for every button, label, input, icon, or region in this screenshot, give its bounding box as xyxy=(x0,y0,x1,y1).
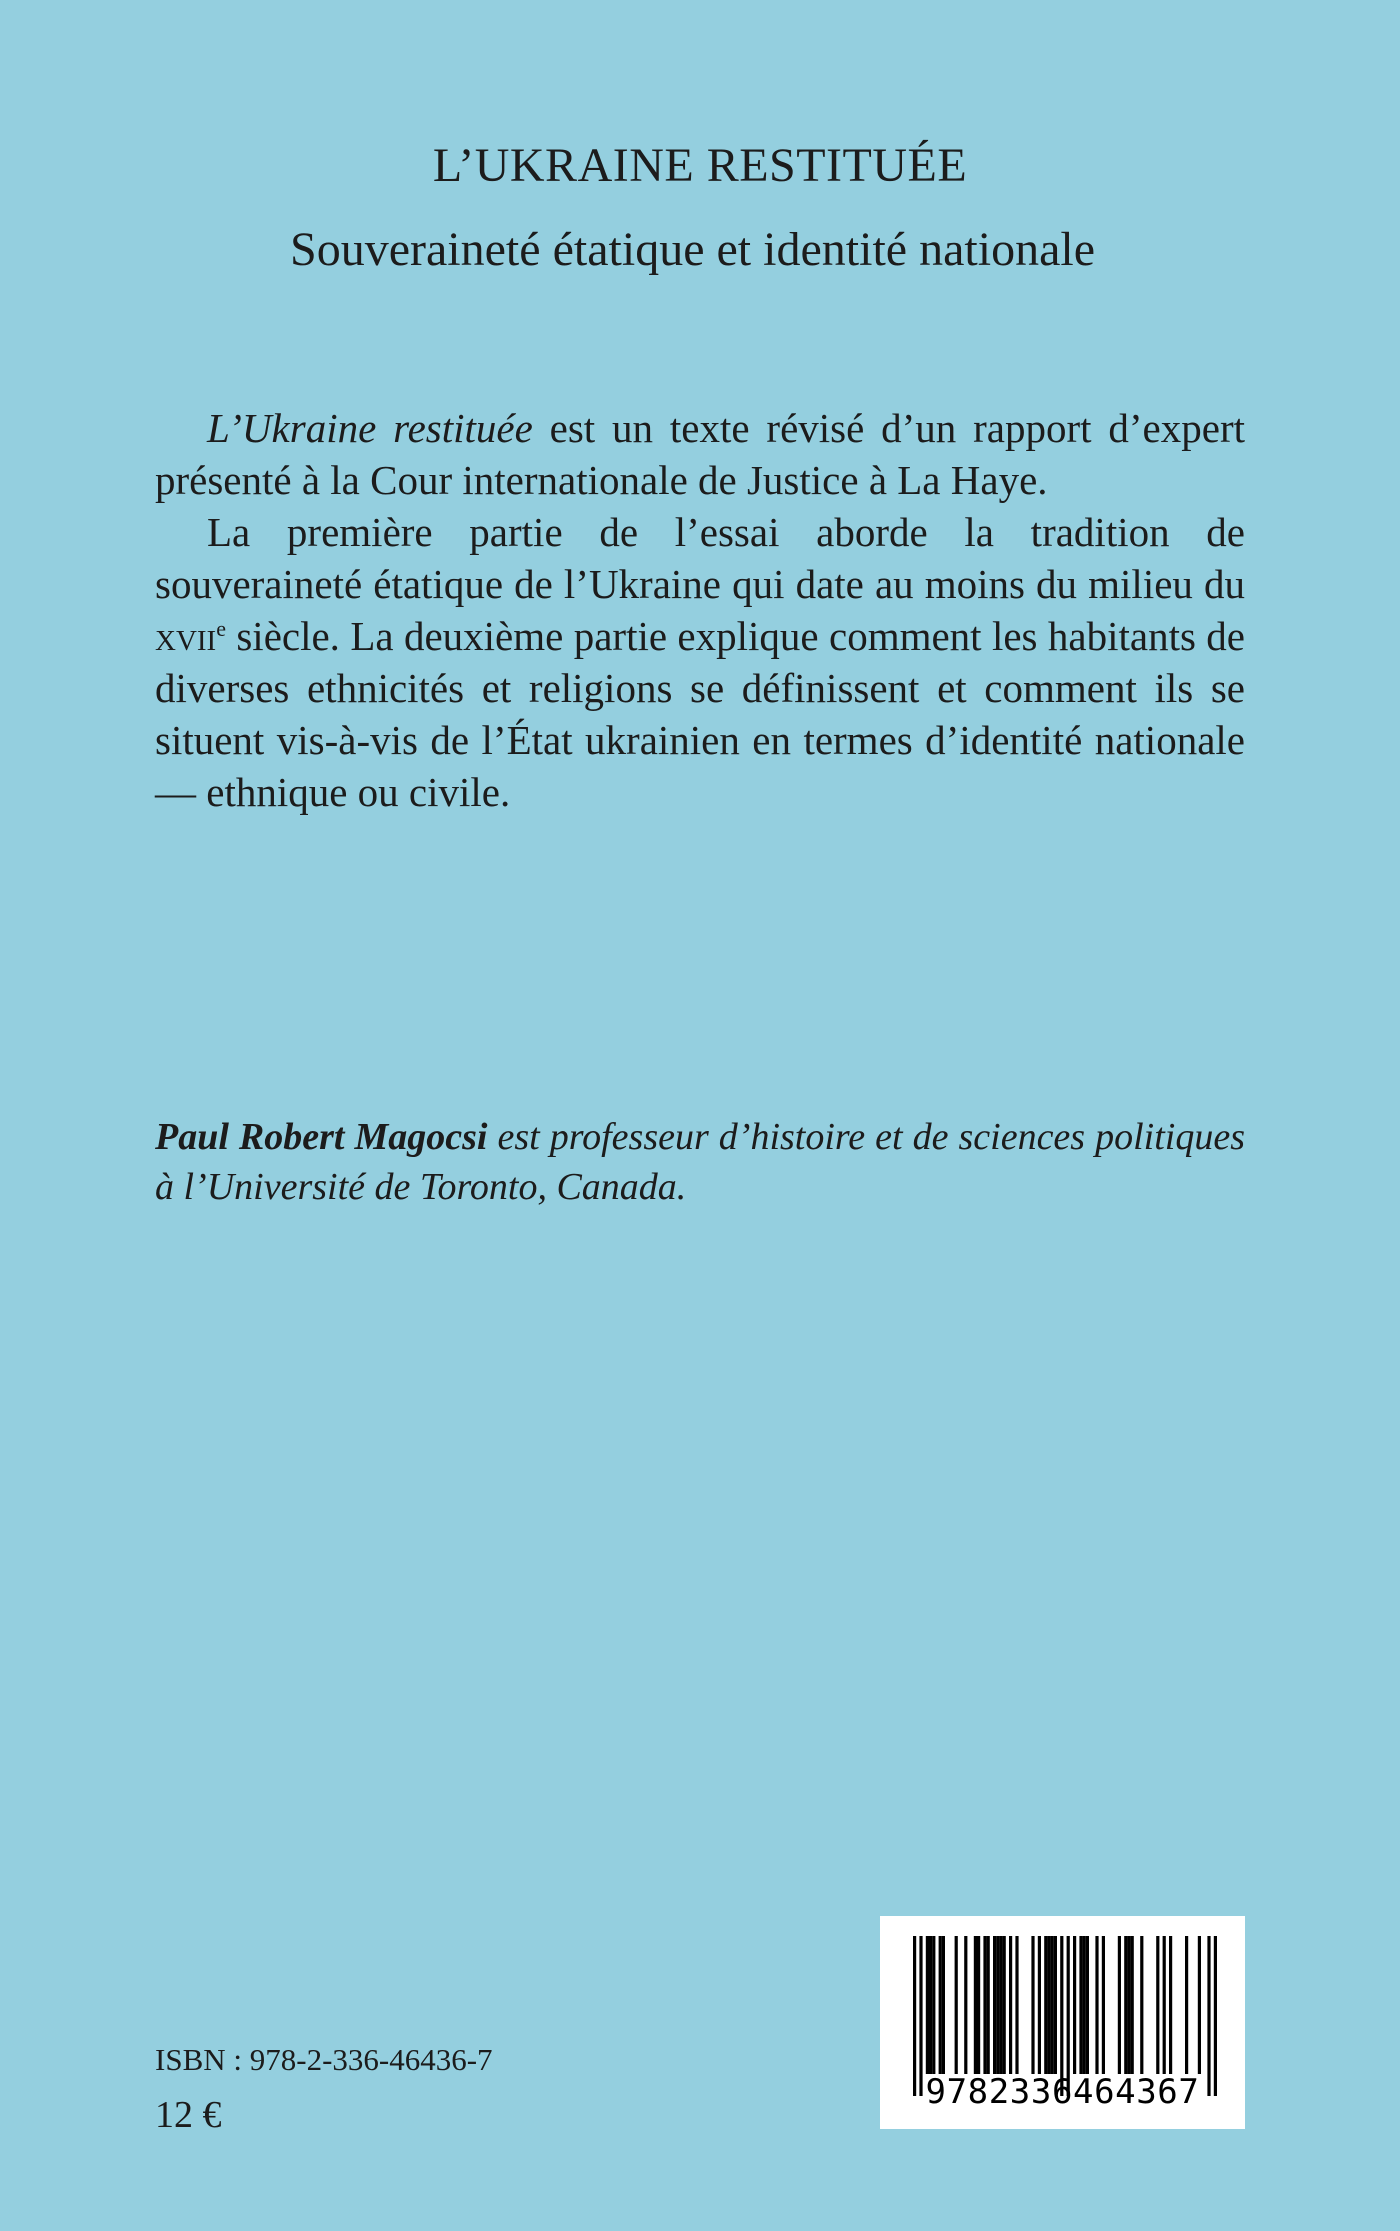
blurb-book-title: L’Ukraine restituée xyxy=(207,405,533,451)
barcode-bar xyxy=(942,1936,945,2074)
century-superscript: e xyxy=(216,616,226,641)
barcode-bar xyxy=(939,1936,942,2074)
price-label: 12 € xyxy=(155,2094,222,2136)
blurb-p2-text-a: La première partie de l’essai aborde la tradition de souveraineté étatique de l’Ukraine qui date au moins du milieu du xyxy=(155,509,1245,607)
barcode-bar xyxy=(932,1936,935,2074)
barcode-bar xyxy=(1003,1936,1006,2074)
barcode-bar xyxy=(1079,1936,1082,2074)
barcode-bar xyxy=(964,1936,967,2074)
barcode-bar xyxy=(1054,1936,1057,2074)
blurb-paragraph-1 xyxy=(155,402,1245,506)
blurb-p1-text: est un texte révisé d’un rapport d’expert présenté à la Cour internationale de Justice à La Haye. xyxy=(155,405,1245,503)
barcode-bar xyxy=(1038,1936,1041,2074)
barcode-bar xyxy=(1051,1936,1054,2074)
book-subtitle: Souveraineté étatique et identité nationale xyxy=(290,223,1096,276)
barcode-bar xyxy=(1044,1936,1047,2074)
barcode-bar xyxy=(974,1936,977,2074)
barcode-bar xyxy=(987,1936,990,2074)
barcode-bar xyxy=(1131,1936,1134,2074)
barcode-bar xyxy=(1198,1936,1201,2074)
isbn-label: ISBN : 978-2-336-46436-7 xyxy=(155,2042,493,2077)
barcode-bar xyxy=(955,1936,958,2074)
barcode-bar xyxy=(1083,1936,1086,2074)
barcode-bar xyxy=(1185,1936,1188,2074)
blurb-p2-text-b: siècle. La deuxième partie explique comment les habitants de diverses ethnicités et religions se définissent et comment ils se situent vis-à-vis de l’État ukrainien en termes d’identité nationale — ethnique ou civile. xyxy=(155,613,1245,815)
barcode-bar xyxy=(1086,1936,1089,2074)
barcode-bar xyxy=(1015,1936,1018,2074)
barcode-bar xyxy=(1127,1936,1130,2074)
barcode-bar xyxy=(1031,1936,1034,2074)
barcode-bar xyxy=(996,1936,999,2074)
blurb-paragraph-2 xyxy=(155,506,1245,818)
century-numeral: xvii xyxy=(155,613,217,659)
barcode-bar xyxy=(993,1936,996,2074)
barcode-bar xyxy=(1102,1936,1105,2074)
barcode xyxy=(880,1916,1245,2129)
barcode-bar xyxy=(1140,1936,1143,2074)
barcode-bar xyxy=(1156,1936,1159,2074)
barcode-bar xyxy=(999,1936,1002,2074)
barcode-digits: 9782336464367 xyxy=(925,2072,1200,2112)
barcode-bar xyxy=(1095,1936,1098,2074)
barcode-bar xyxy=(926,1936,929,2074)
barcode-bar xyxy=(929,1936,932,2074)
barcode-bar xyxy=(1073,1936,1076,2074)
author-name: Paul Robert Magocsi xyxy=(155,1116,488,1158)
barcode-bar xyxy=(1169,1936,1172,2074)
barcode-bar xyxy=(1009,1936,1012,2074)
author-bio-text: est professeur d’histoire et de sciences politiques à l’Université de Toronto, Canada. xyxy=(155,1116,1245,1208)
barcode-bar xyxy=(1118,1936,1121,2074)
barcode-bar xyxy=(1047,1936,1050,2074)
barcode-bar xyxy=(1163,1936,1166,2074)
author-bio xyxy=(155,1112,1245,1212)
book-title: L’UKRAINE RESTITUÉE xyxy=(432,139,968,192)
barcode-bar xyxy=(977,1936,980,2074)
barcode-bar xyxy=(1124,1936,1127,2074)
barcode-bar xyxy=(983,1936,986,2074)
blurb-text xyxy=(155,402,1245,818)
